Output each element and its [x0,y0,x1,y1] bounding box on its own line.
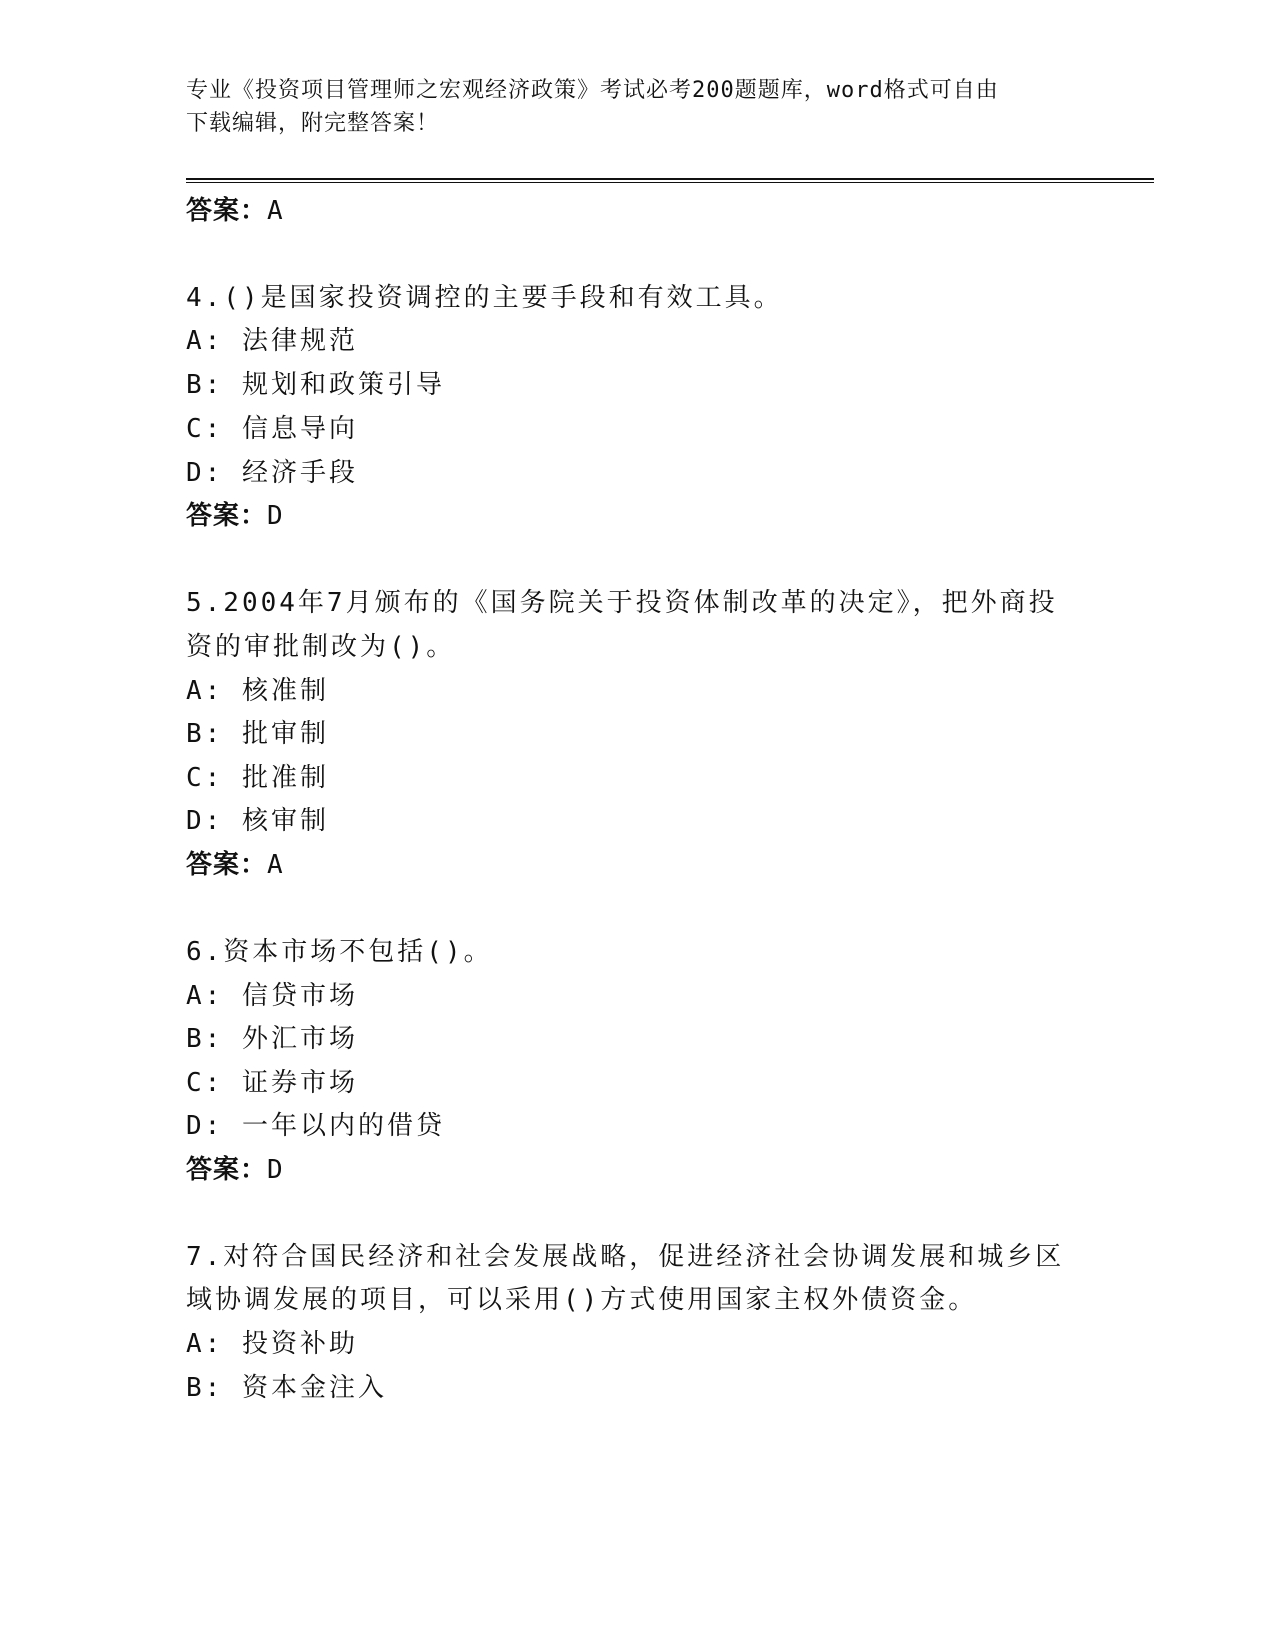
question-5-stem-line-2: 资的审批制改为()。 [186,632,456,662]
question-5-option-d: D: 核审制 [186,806,329,836]
question-6-option-d: D: 一年以内的借贷 [186,1111,445,1141]
question-6-option-c: C: 证券市场 [186,1068,358,1098]
question-7-option-a: A: 投资补助 [186,1329,358,1359]
question-4-option-c: C: 信息导向 [186,414,358,444]
document-header [186,74,1066,140]
answer-value: D [267,1155,284,1185]
question-4-option-b: B: 规划和政策引导 [186,370,445,400]
answer-q3 [186,190,284,227]
answer-q6 [186,1149,284,1186]
question-5-option-a: A: 核准制 [186,676,329,706]
answer-value: D [267,501,284,531]
question-7-option-b: B: 资本金注入 [186,1373,387,1403]
answer-value: A [267,196,284,226]
answer-value: A [267,850,284,880]
answer-q4 [186,495,284,532]
answer-label: 答案： [186,1155,268,1185]
question-6-stem: 6.资本市场不包括()。 [186,937,493,967]
header-line-1: 专业《投资项目管理师之宏观经济政策》考试必考200题题库，word格式可自由 [186,78,999,103]
question-4-option-a: A: 法律规范 [186,326,358,356]
question-7-stem-line-1: 7.对符合国民经济和社会发展战略，促进经济社会协调发展和城乡区 [186,1242,1065,1272]
header-rule-thick [186,178,1154,180]
question-5-option-c: C: 批准制 [186,763,329,793]
answer-label: 答案： [186,196,268,226]
question-4-stem: 4.()是国家投资调控的主要手段和有效工具。 [186,283,783,313]
answer-label: 答案： [186,501,268,531]
header-rule-thin [186,182,1154,183]
question-5-option-b: B: 批审制 [186,719,329,749]
question-6-option-a: A: 信贷市场 [186,981,358,1011]
header-line-2: 下载编辑，附完整答案！ [186,111,440,136]
question-7-stem-line-2: 域协调发展的项目，可以采用()方式使用国家主权外债资金。 [186,1285,978,1315]
answer-label: 答案： [186,850,268,880]
question-4-option-d: D: 经济手段 [186,458,358,488]
answer-q5 [186,844,284,881]
question-5-stem-line-1: 5.2004年7月颁布的《国务院关于投资体制改革的决定》，把外商投 [186,588,1058,618]
question-6-option-b: B: 外汇市场 [186,1024,358,1054]
